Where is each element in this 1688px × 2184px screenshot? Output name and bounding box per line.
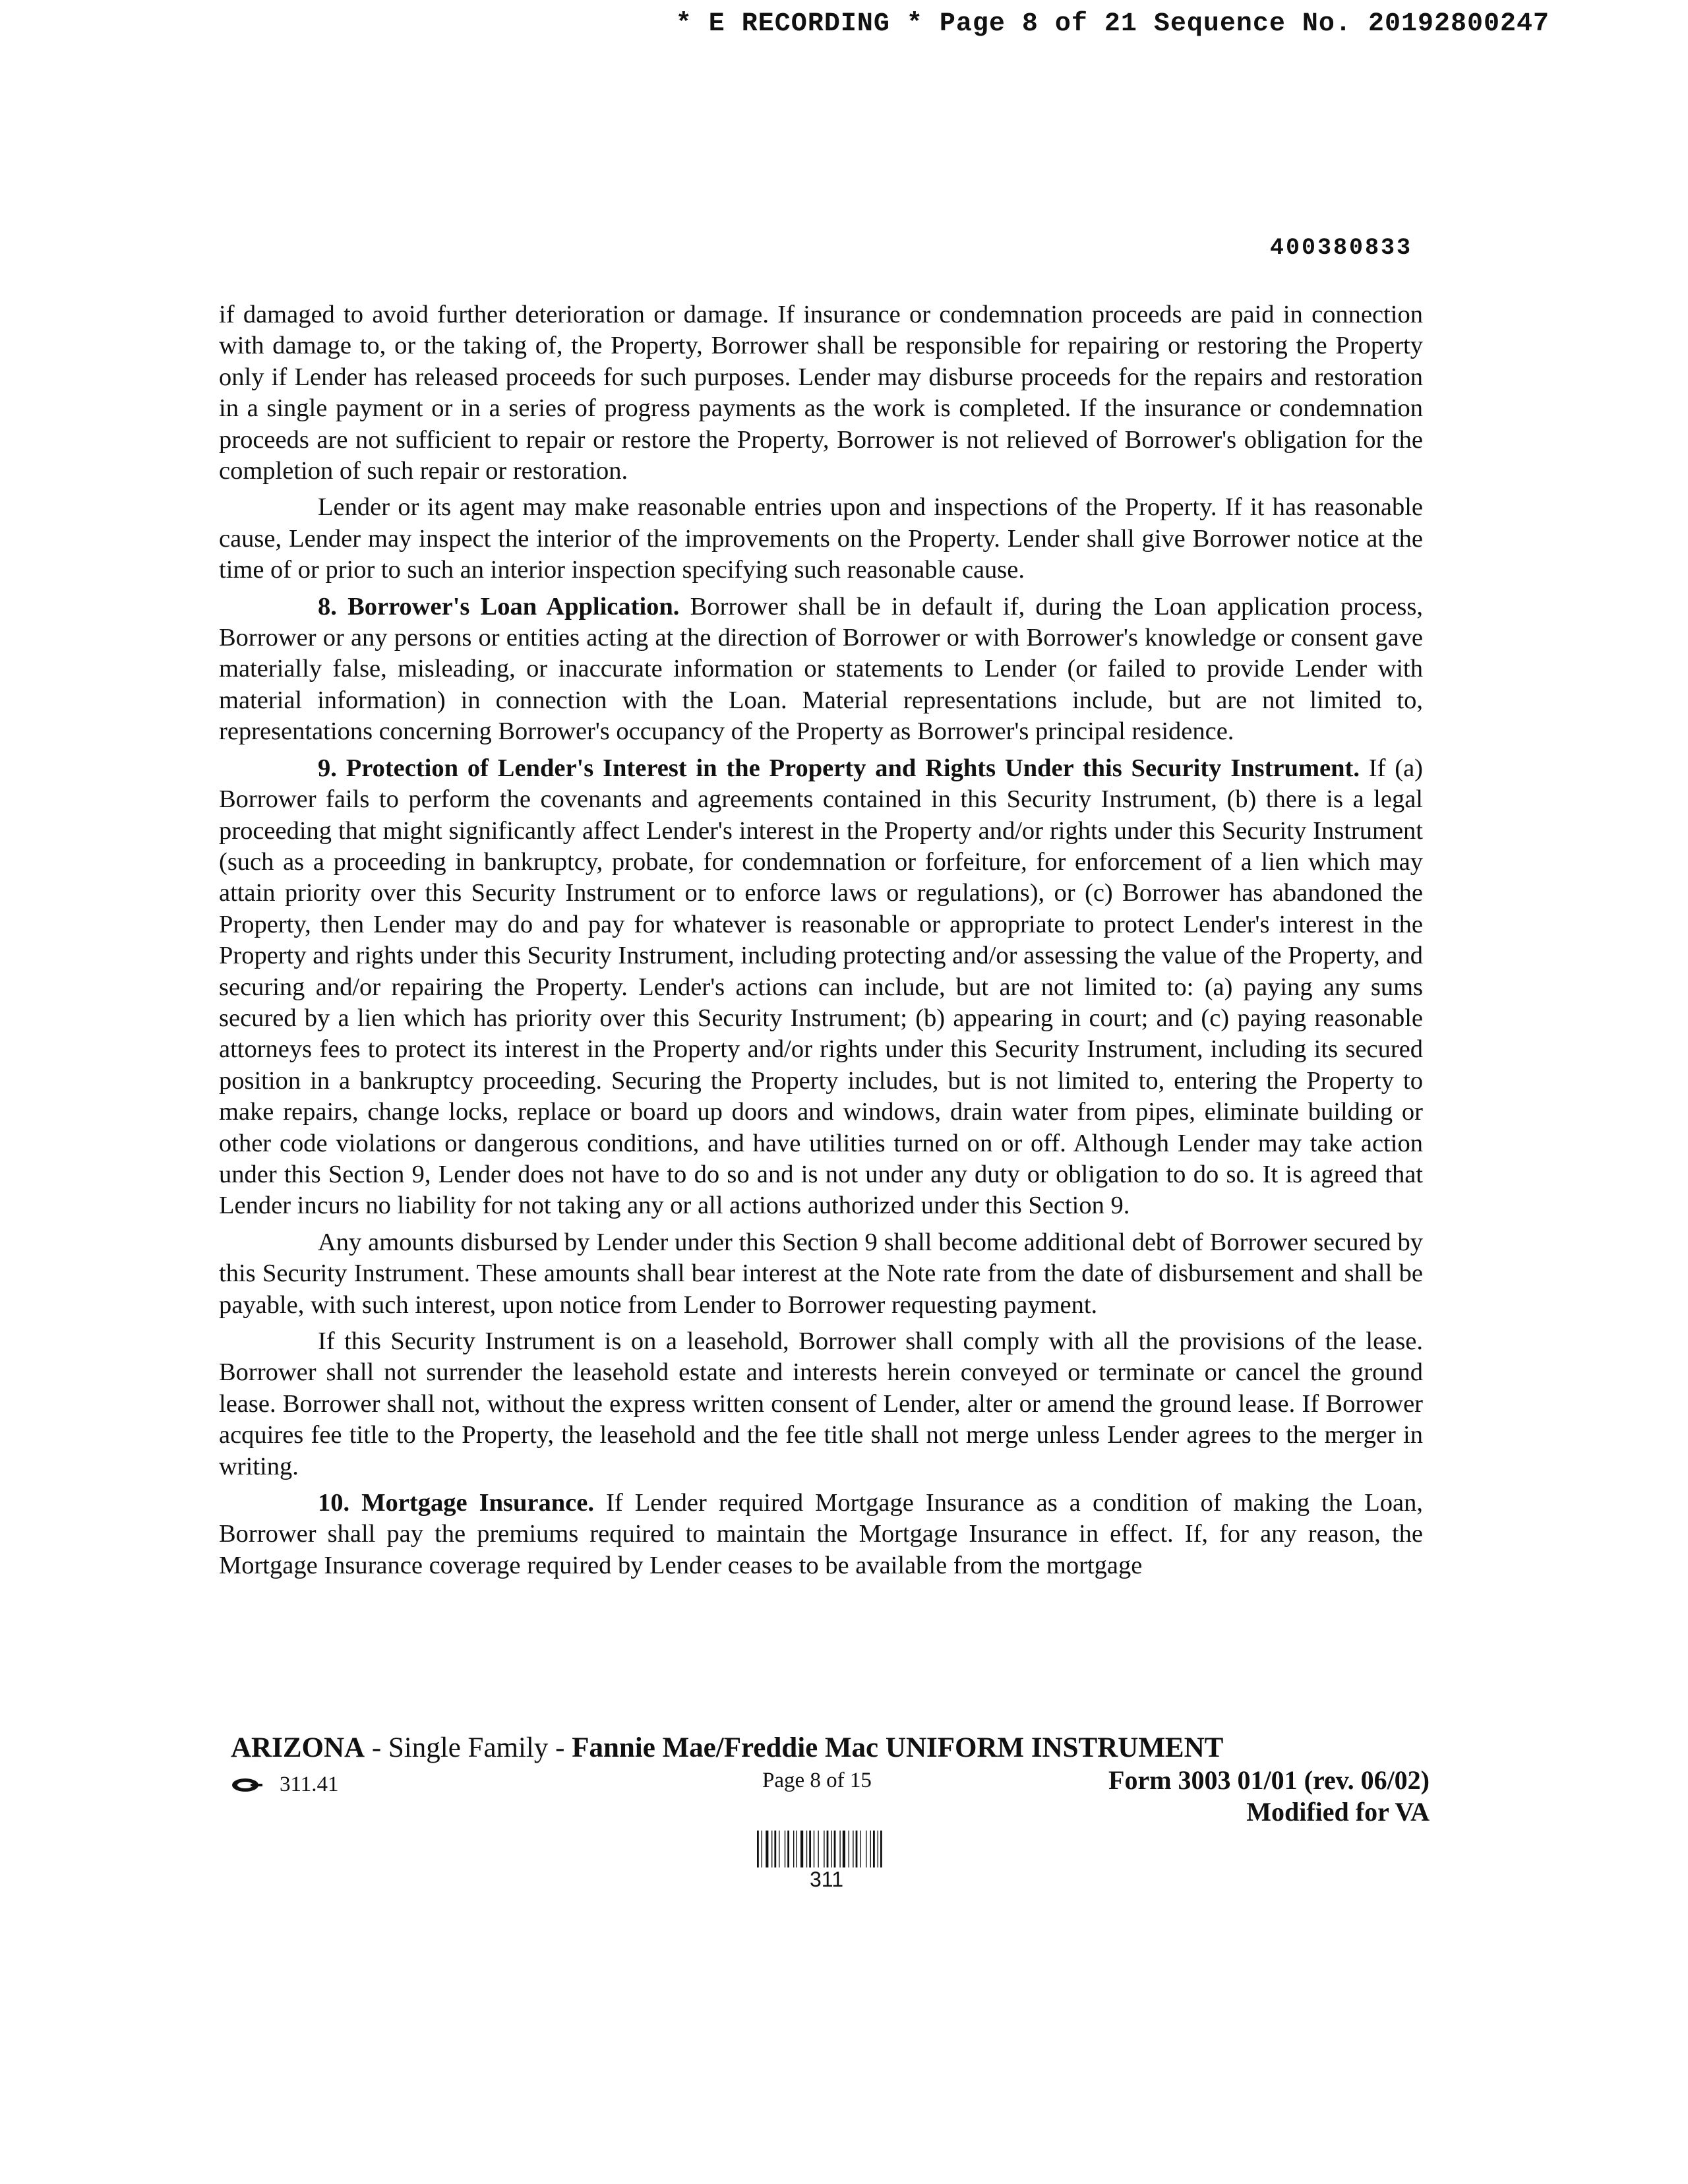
barcode-bar <box>856 1831 858 1867</box>
recording-header: * E RECORDING * Page 8 of 21 Sequence No. 20192800247 <box>675 9 1550 39</box>
document-body <box>219 299 1423 1587</box>
footer-form-code <box>231 1773 339 1797</box>
barcode-bar <box>774 1831 776 1867</box>
footer-program: Fannie Mae/Freddie Mac UNIFORM INSTRUMENT <box>572 1732 1224 1763</box>
barcode-bar <box>839 1831 840 1867</box>
barcode-bar <box>873 1831 875 1867</box>
barcode-bar <box>793 1831 794 1867</box>
barcode-bar <box>827 1831 829 1867</box>
section-8 <box>219 592 1423 748</box>
paragraph-amounts-disbursed: Any amounts disbursed by Lender under this Section 9 shall become additional debt of Borrower secured by this Security Instrument. These amounts shall bear interest at the Note rate from the date of disbursement and shall be payable, with such interest, upon notice from Lender to Borrower requesting payment. <box>219 1228 1423 1319</box>
barcode-bar <box>766 1831 768 1867</box>
section-8-text: Borrower shall be in default if, during the Loan application process, Borrower or any persons or entities acting at the direction of Borrower or with Borrower's knowledge or consent gave materially false, misleading, or inaccurate information or statements to Lender (or failed to provide Lender with material information) in connection with the Loan. Material representations include, but are not limited to, representations concerning Borrower's occupancy of the Property as Borrower's principal residence. <box>219 592 1423 746</box>
footer-state: ARIZONA <box>231 1732 365 1763</box>
section-9-text: If (a) Borrower fails to perform the covenants and agreements contained in this Security Instrument, (b) there is a legal proceeding that might significantly affect Lender's interest in the Property and/or rights under this Security Instrument (such as a proceeding in bankruptcy, probate, for condemnation or forfeiture, for enforcement of a lien which may attain priority over this Security Instrument or to enforce laws or regulations), or (c) Borrower has abandoned the Property, then Lender may do and pay for whatever is reasonable or appropriate to protect Lender's interest in the Property and rights under this Security Instrument, including protecting and/or assessing the value of the Property, and securing and/or repairing the Property. Lender's actions can include, but are not limited to: (a) paying any sums secured by a lien which has priority over this Security Instrument; (b) appearing in court; and (c) paying reasonable attorneys fees to protect its interest in the Property and/or rights under this Security Instrument, including its secured position in a bankruptcy proceeding. Securing the Property includes, but is not limited to, entering the Property to make repairs, change locks, replace or board up doors and windows, drain water from pipes, eliminate building or other code violations or dangerous conditions, and have utilities turned on or off. Although Lender may take action under this Section 9, Lender does not have to do so and is not under any duty or obligation to do so. It is agreed that Lender incurs no liability for not taking any or all actions authorized under this Section 9. <box>219 754 1423 1220</box>
barcode-bar <box>809 1831 811 1867</box>
barcode-bar <box>843 1831 845 1867</box>
section-8-heading: 8. Borrower's Loan Application. <box>318 592 680 621</box>
barcode-bar <box>757 1831 759 1867</box>
paragraph-repair-continued: if damaged to avoid further deterioration or damage. If insurance or condemnation proceeds are paid in connection with damage to, or the taking of, the Property, Borrower shall be responsible for repairing or restoring the Property only if Lender has released proceeds for such purposes. Lender may disburse proceeds for the repairs and restoration in a single payment or in a series of progress payments as the work is completed. If the insurance or condemnation proceeds are not sufficient to repair or restore the Property, Borrower is not relieved of Borrower's obligation for the completion of such repair or restoration. <box>219 301 1423 485</box>
form-code-number: 311.41 <box>280 1773 339 1796</box>
footer-page-label: Page 8 of 15 <box>762 1769 872 1792</box>
footer-title <box>231 1732 1223 1764</box>
document-number: 400380833 <box>1269 235 1412 261</box>
barcode-bar <box>806 1831 807 1867</box>
barcode-bar <box>870 1831 871 1867</box>
section-9 <box>219 753 1423 1222</box>
paragraph-inspection: Lender or its agent may make reasonable entries upon and inspections of the Property. If it has reasonable cause, Lender may inspect the interior of the improvements on the Property. Lender shall give Borrower notice at the time of or prior to such an interior inspection specifying such reasonable cause. <box>219 493 1423 584</box>
section-10-heading: 10. Mortgage Insurance. <box>318 1489 594 1517</box>
footer-form-info <box>1108 1765 1430 1828</box>
barcode-bar <box>771 1831 772 1867</box>
section-9-heading: 9. Protection of Lender's Interest in the Property and Rights Under this Security Instrument. <box>318 754 1360 782</box>
section-10-text: If Lender required Mortgage Insurance as a condition of making the Loan, Borrower shall pay the premiums required to maintain the Mortgage Insurance in effect. If, for any reason, the Mortgage Insurance coverage required by Lender ceases to be available from the mortgage <box>219 1489 1423 1579</box>
barcode-bar <box>880 1831 882 1867</box>
barcode <box>757 1831 902 1867</box>
publisher-logo-icon <box>231 1777 264 1793</box>
barcode-bar <box>787 1831 789 1867</box>
barcode-bar <box>800 1831 803 1867</box>
footer-separator: - Single Family - <box>365 1732 572 1763</box>
barcode-bar <box>796 1831 797 1867</box>
section-10 <box>219 1488 1423 1581</box>
barcode-label: 311 <box>810 1867 844 1891</box>
modified-note: Modified for VA <box>1246 1797 1430 1827</box>
paragraph-leasehold: If this Security Instrument is on a leasehold, Borrower shall comply with all the provisions of the lease. Borrower shall not surrender the leasehold estate and interests herein conveyed or terminate or cancel the ground lease. Borrower shall not, without the express written consent of Lender, alter or amend the ground lease. If Borrower acquires fee title to the Property, the leasehold and the fee title shall not merge unless Lender agrees to the merger in writing. <box>219 1327 1423 1480</box>
barcode-bar <box>834 1831 836 1867</box>
form-number: Form 3003 01/01 (rev. 06/02) <box>1108 1765 1430 1795</box>
